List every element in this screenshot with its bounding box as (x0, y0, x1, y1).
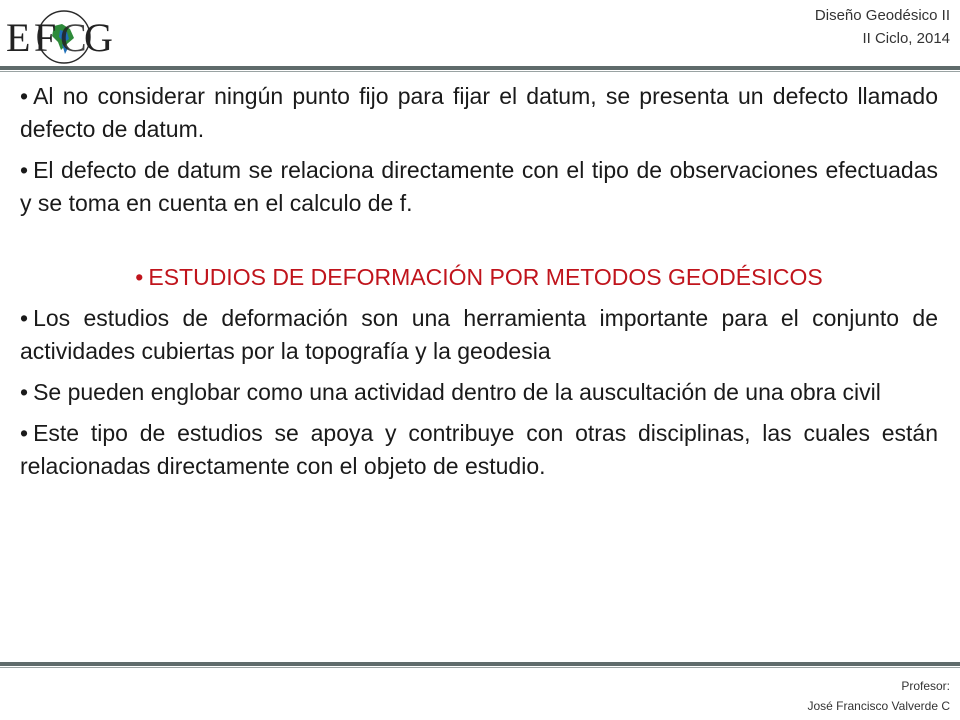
paragraph-text: El defecto de datum se relaciona directamente con el tipo de observaciones efectuadas y se toma en cuenta en el calculo de f. (20, 157, 938, 216)
section-heading-text: ESTUDIOS DE DEFORMACIÓN POR METODOS GEODÉSICOS (148, 264, 823, 290)
bullet-paragraph (20, 80, 938, 146)
svg-text:F: F (34, 15, 57, 60)
bullet-mark: • (20, 420, 29, 446)
svg-text:C: C (60, 15, 87, 60)
bullet-paragraph (20, 417, 938, 483)
bullet-mark: • (20, 305, 29, 331)
bullet-paragraph (20, 376, 938, 409)
paragraph-text: Los estudios de deformación son una herramienta importante para el conjunto de actividades cubiertas por la topografía y la geodesia (20, 305, 938, 364)
course-title: Diseño Geodésico II (814, 7, 950, 24)
bullet-paragraph (20, 302, 938, 368)
header-divider (0, 66, 960, 70)
footer-divider-thin (0, 667, 960, 668)
bullet-mark: • (20, 83, 29, 109)
paragraph-text: Al no considerar ningún punto fijo para fijar el datum, se presenta un defecto llamado defecto de datum. (20, 83, 938, 142)
spacer (20, 228, 938, 261)
bullet-mark: • (20, 157, 29, 183)
course-period: II Ciclo, 2014 (862, 30, 950, 47)
professor-label: Profesor: (901, 679, 950, 693)
professor-info (808, 676, 951, 716)
course-info (815, 4, 950, 50)
paragraph-text: Se pueden englobar como una actividad dentro de la auscultación de una obra civil (33, 379, 881, 405)
bullet-mark: • (20, 379, 29, 405)
bullet-paragraph (20, 154, 938, 220)
header-divider-thin (0, 71, 960, 72)
footer-divider (0, 662, 960, 666)
paragraph-text: Este tipo de estudios se apoya y contribuye con otras disciplinas, las cuales están relacionadas directamente con el objeto de estudio. (20, 420, 938, 479)
svg-text:G: G (84, 15, 113, 60)
svg-text:E: E (6, 15, 31, 60)
professor-name: José Francisco Valverde C (807, 699, 950, 713)
bullet-mark: • (135, 264, 144, 290)
efg-logo (4, 4, 116, 66)
slide-content (20, 80, 938, 491)
section-heading (20, 261, 938, 294)
